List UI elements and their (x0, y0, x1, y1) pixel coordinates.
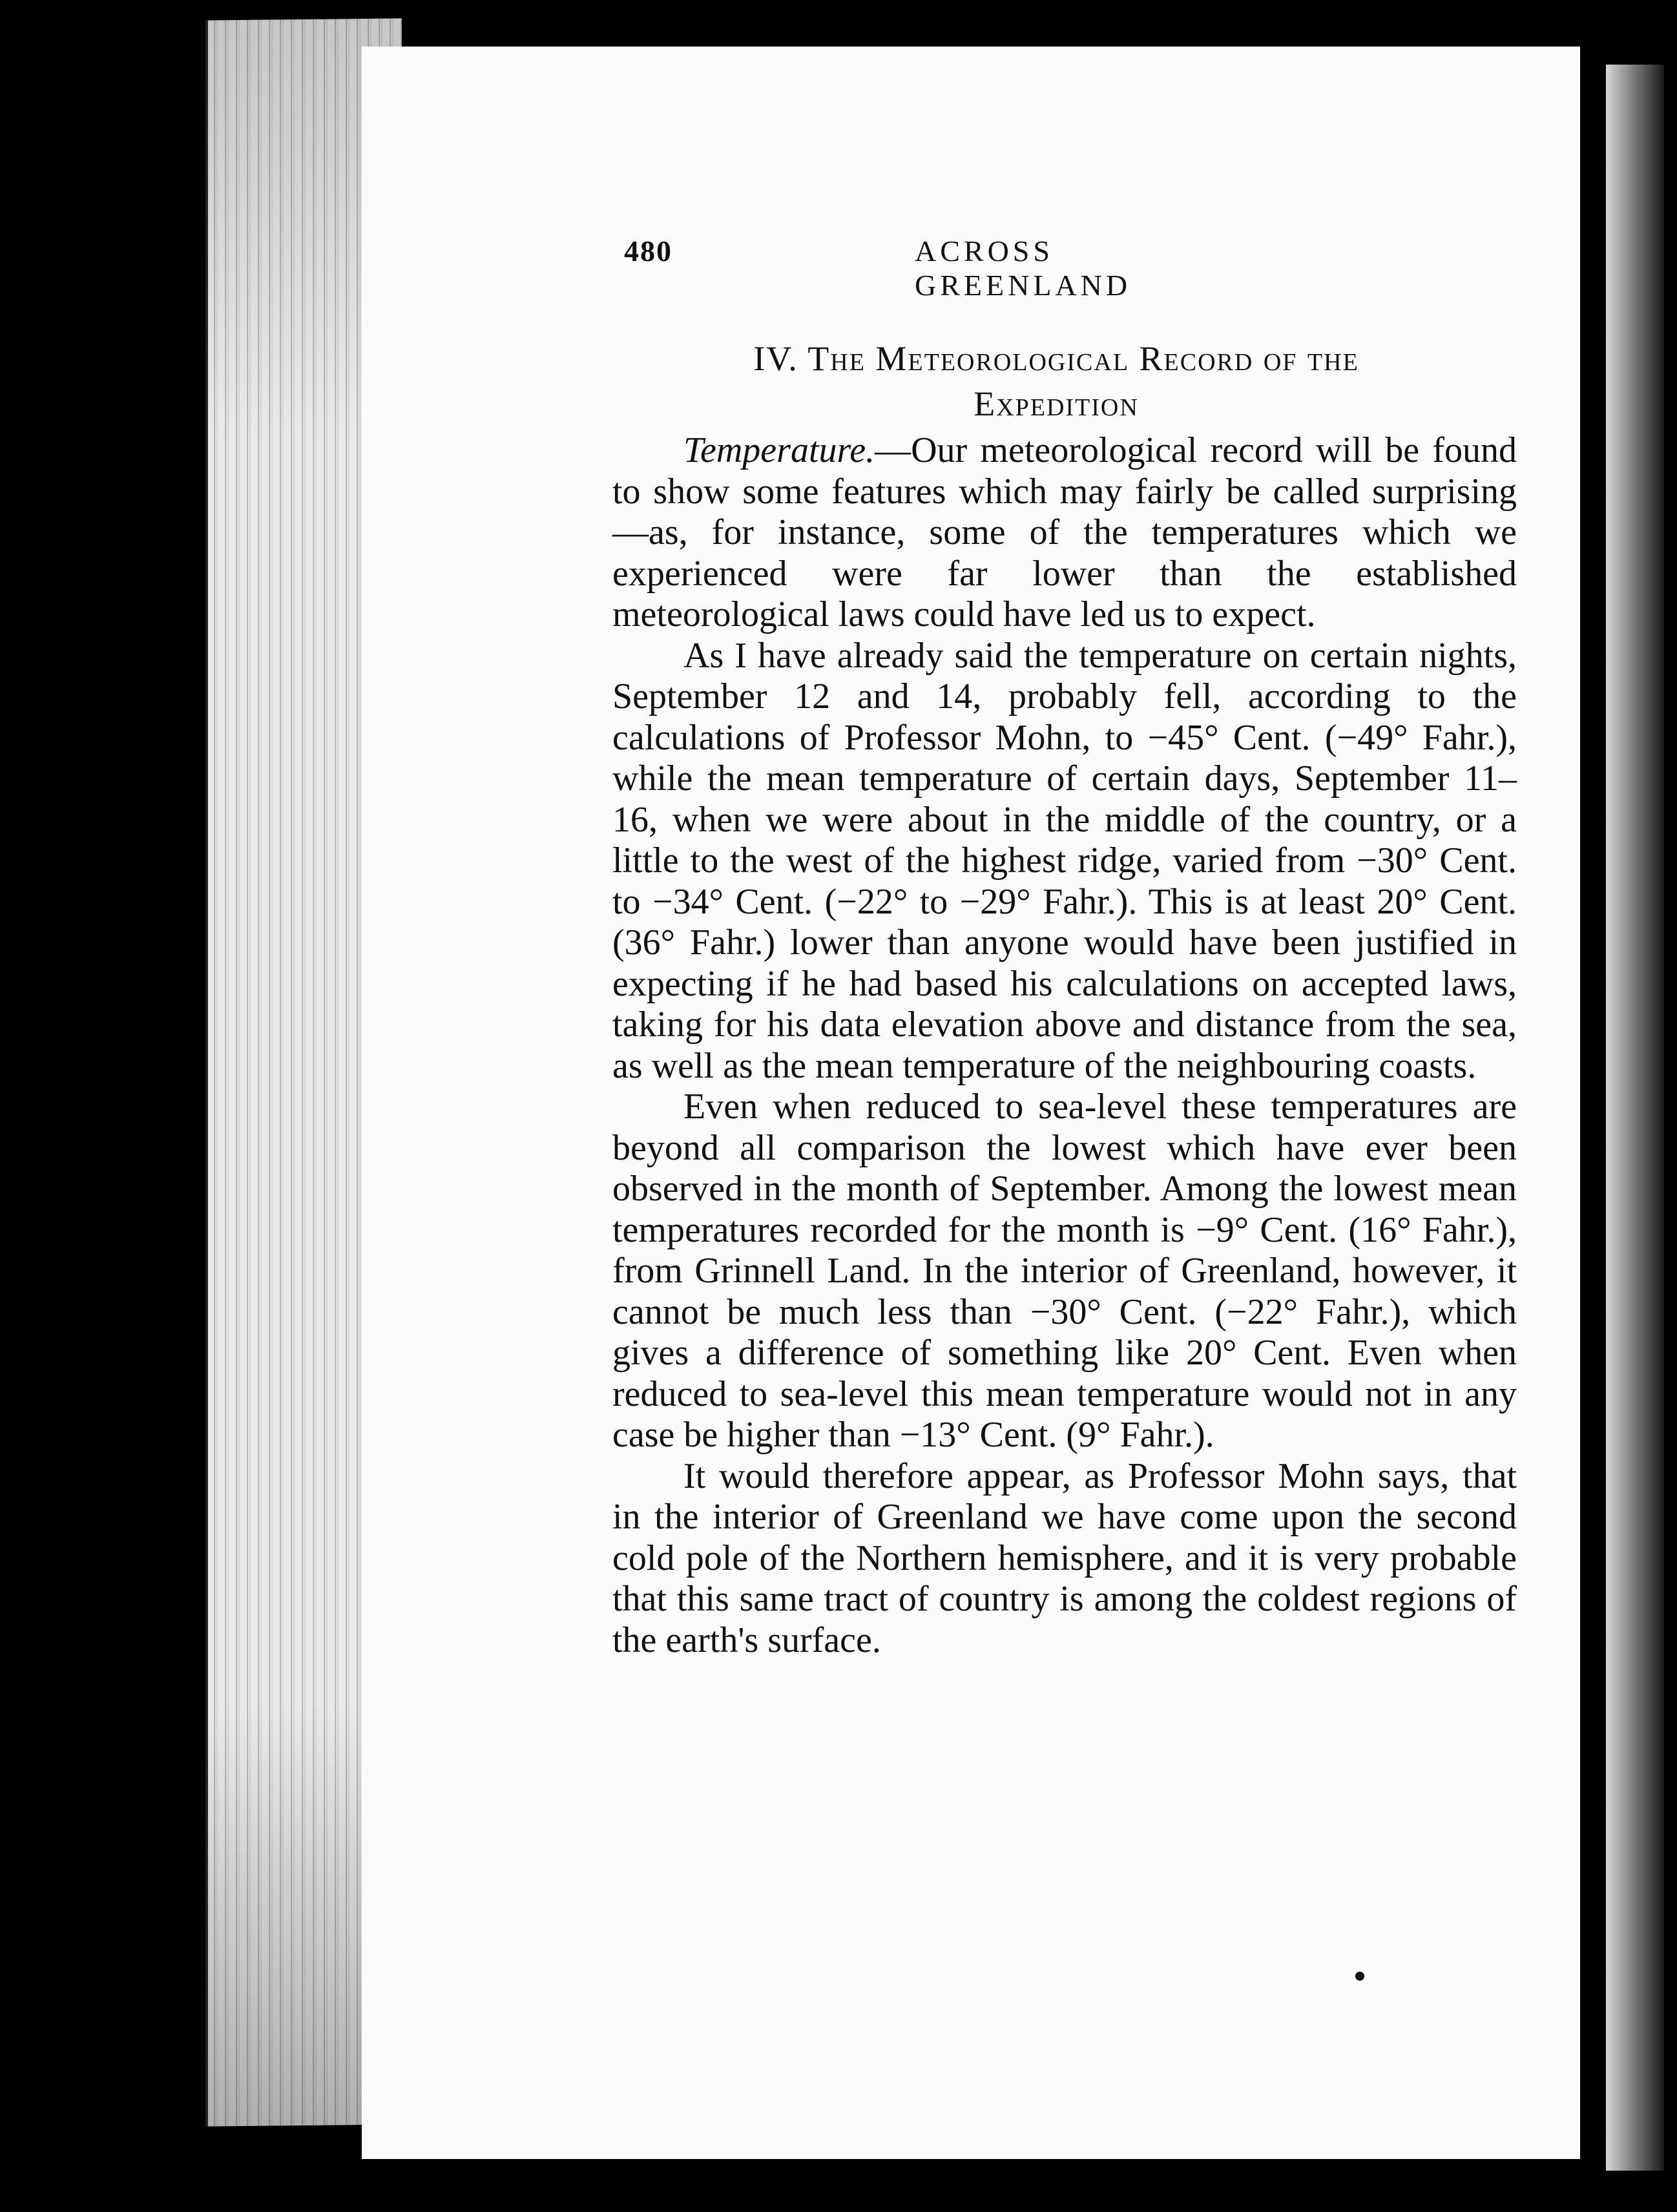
paragraph (612, 430, 1517, 636)
book-gutter-shadow (1606, 65, 1664, 2171)
ink-speck (1355, 1972, 1364, 1981)
section-heading (620, 336, 1492, 426)
paragraph-lead: Temperature. (683, 430, 875, 470)
paragraph-text: It would therefore appear, as Professor Mohn says, that in the interior of Greenland we have come upon the second cold pole of the Northern hemisphere, and it is very probable that this same tract of country is among the coldest regions of the earth's surface. (612, 1456, 1517, 1660)
page-number: 480 (624, 235, 672, 267)
running-title: ACROSS GREENLAND (915, 235, 1132, 302)
section-heading-line-2: Expedition (974, 384, 1139, 423)
paragraph (612, 1456, 1517, 1662)
paragraph-text: Even when reduced to sea-level these temperatures are beyond all comparison the lowest which have ever been observed in the month of September. Among the lowest mean temperatures recorded for the month is −9° Cent. (16° Fahr.), from Grinnell Land. In the interior of Greenland, however, it cannot be much less than −30° Cent. (−22° Fahr.), which gives a difference of something like 20° Cent. Even when reduced to sea-level this mean temperature would not in any case be higher than −13° Cent. (9° Fahr.). (612, 1087, 1517, 1455)
section-heading-line-1: IV. The Meteorological Record of the (753, 339, 1359, 378)
paragraph-text: —Our meteorological record will be found to show some features which may fairly be called surprising—as, for instance, some of the temperatures which we experienced were far lower than the established meteorological laws could have led us to expect. (612, 430, 1517, 634)
paragraph (612, 636, 1517, 1087)
paragraph (612, 1087, 1517, 1456)
paragraph-text: As I have already said the temperature on certain nights, September 12 and 14, probably fell, according to the calculations of Professor Mohn, to −45° Cent. (−49° Fahr.), while the mean temperature of certain days, September 11–16, when we were about in the middle of the country, or a little to the west of the highest ridge, varied from −30° Cent. to −34° Cent. (−22° to −29° Fahr.). This is at least 20° Cent. (36° Fahr.) lower than anyone would have been justified in expecting if he had based his calculations on accepted laws, taking for his data elevation above and distance from the sea, as well as the mean temperature of the neighbouring coasts. (612, 635, 1517, 1086)
body-text (612, 430, 1517, 1661)
